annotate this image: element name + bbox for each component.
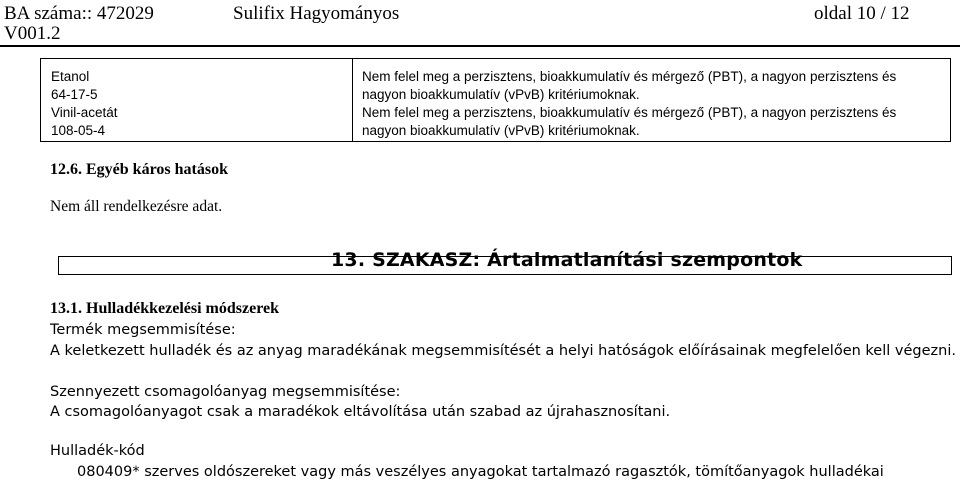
product-disposal-text: A keletkezett hulladék és az anyag maradékának megsemmisítését a helyi hatóságok előírásainak megfelelően kell végezni. <box>50 343 956 359</box>
page-indicator: oldal 10 / 12 <box>814 3 910 24</box>
cas-number: 108-05-4 <box>51 123 106 138</box>
pbt-assessment: Nem felel meg a perzisztens, bioakkumulatív és mérgező (PBT), a nagyon perzisztens és <box>362 69 897 84</box>
substance-name: Vinil-acetát <box>51 105 118 120</box>
header-divider <box>0 45 960 47</box>
cas-number: 64-17-5 <box>51 87 98 102</box>
substance-table <box>40 58 951 142</box>
section-12-6-heading: 12.6. Egyéb káros hatások <box>50 161 228 178</box>
product-disposal-label: Termék megsemmisítése: <box>50 322 236 338</box>
section-13-1-heading: 13.1. Hulladékkezelési módszerek <box>50 300 280 317</box>
section-12-6-text: Nem áll rendelkezésre adat. <box>50 198 223 215</box>
product-title: Sulifix Hagyományos <box>233 3 400 24</box>
waste-code-text: 080409* szerves oldószereket vagy más veszélyes anyagokat tartalmazó ragasztók, tömítőanyagok hulladékai <box>77 464 884 480</box>
packaging-disposal-text: A csomagolóanyagot csak a maradékok eltávolítása után szabad az újrahasznosítani. <box>50 404 671 420</box>
packaging-disposal-label: Szennyezett csomagolóanyag megsemmisítése: <box>50 384 401 400</box>
pbt-assessment-cont: nagyon bioakkumulatív (vPvB) kritériumoknak. <box>362 123 640 138</box>
substance-name: Etanol <box>51 69 90 84</box>
pbt-assessment-cont: nagyon bioakkumulatív (vPvB) kritériumoknak. <box>362 87 640 102</box>
section-13-title: 13. SZAKASZ: Ártalmatlanítási szempontok <box>331 249 803 271</box>
version-label: V001.2 <box>4 23 61 44</box>
pbt-assessment: Nem felel meg a perzisztens, bioakkumulatív és mérgező (PBT), a nagyon perzisztens és <box>362 105 897 120</box>
table-column-divider <box>352 59 353 141</box>
waste-code-label: Hulladék-kód <box>50 443 145 459</box>
section-13-banner <box>58 249 952 275</box>
document-number: BA száma:: 472029 <box>4 3 154 24</box>
